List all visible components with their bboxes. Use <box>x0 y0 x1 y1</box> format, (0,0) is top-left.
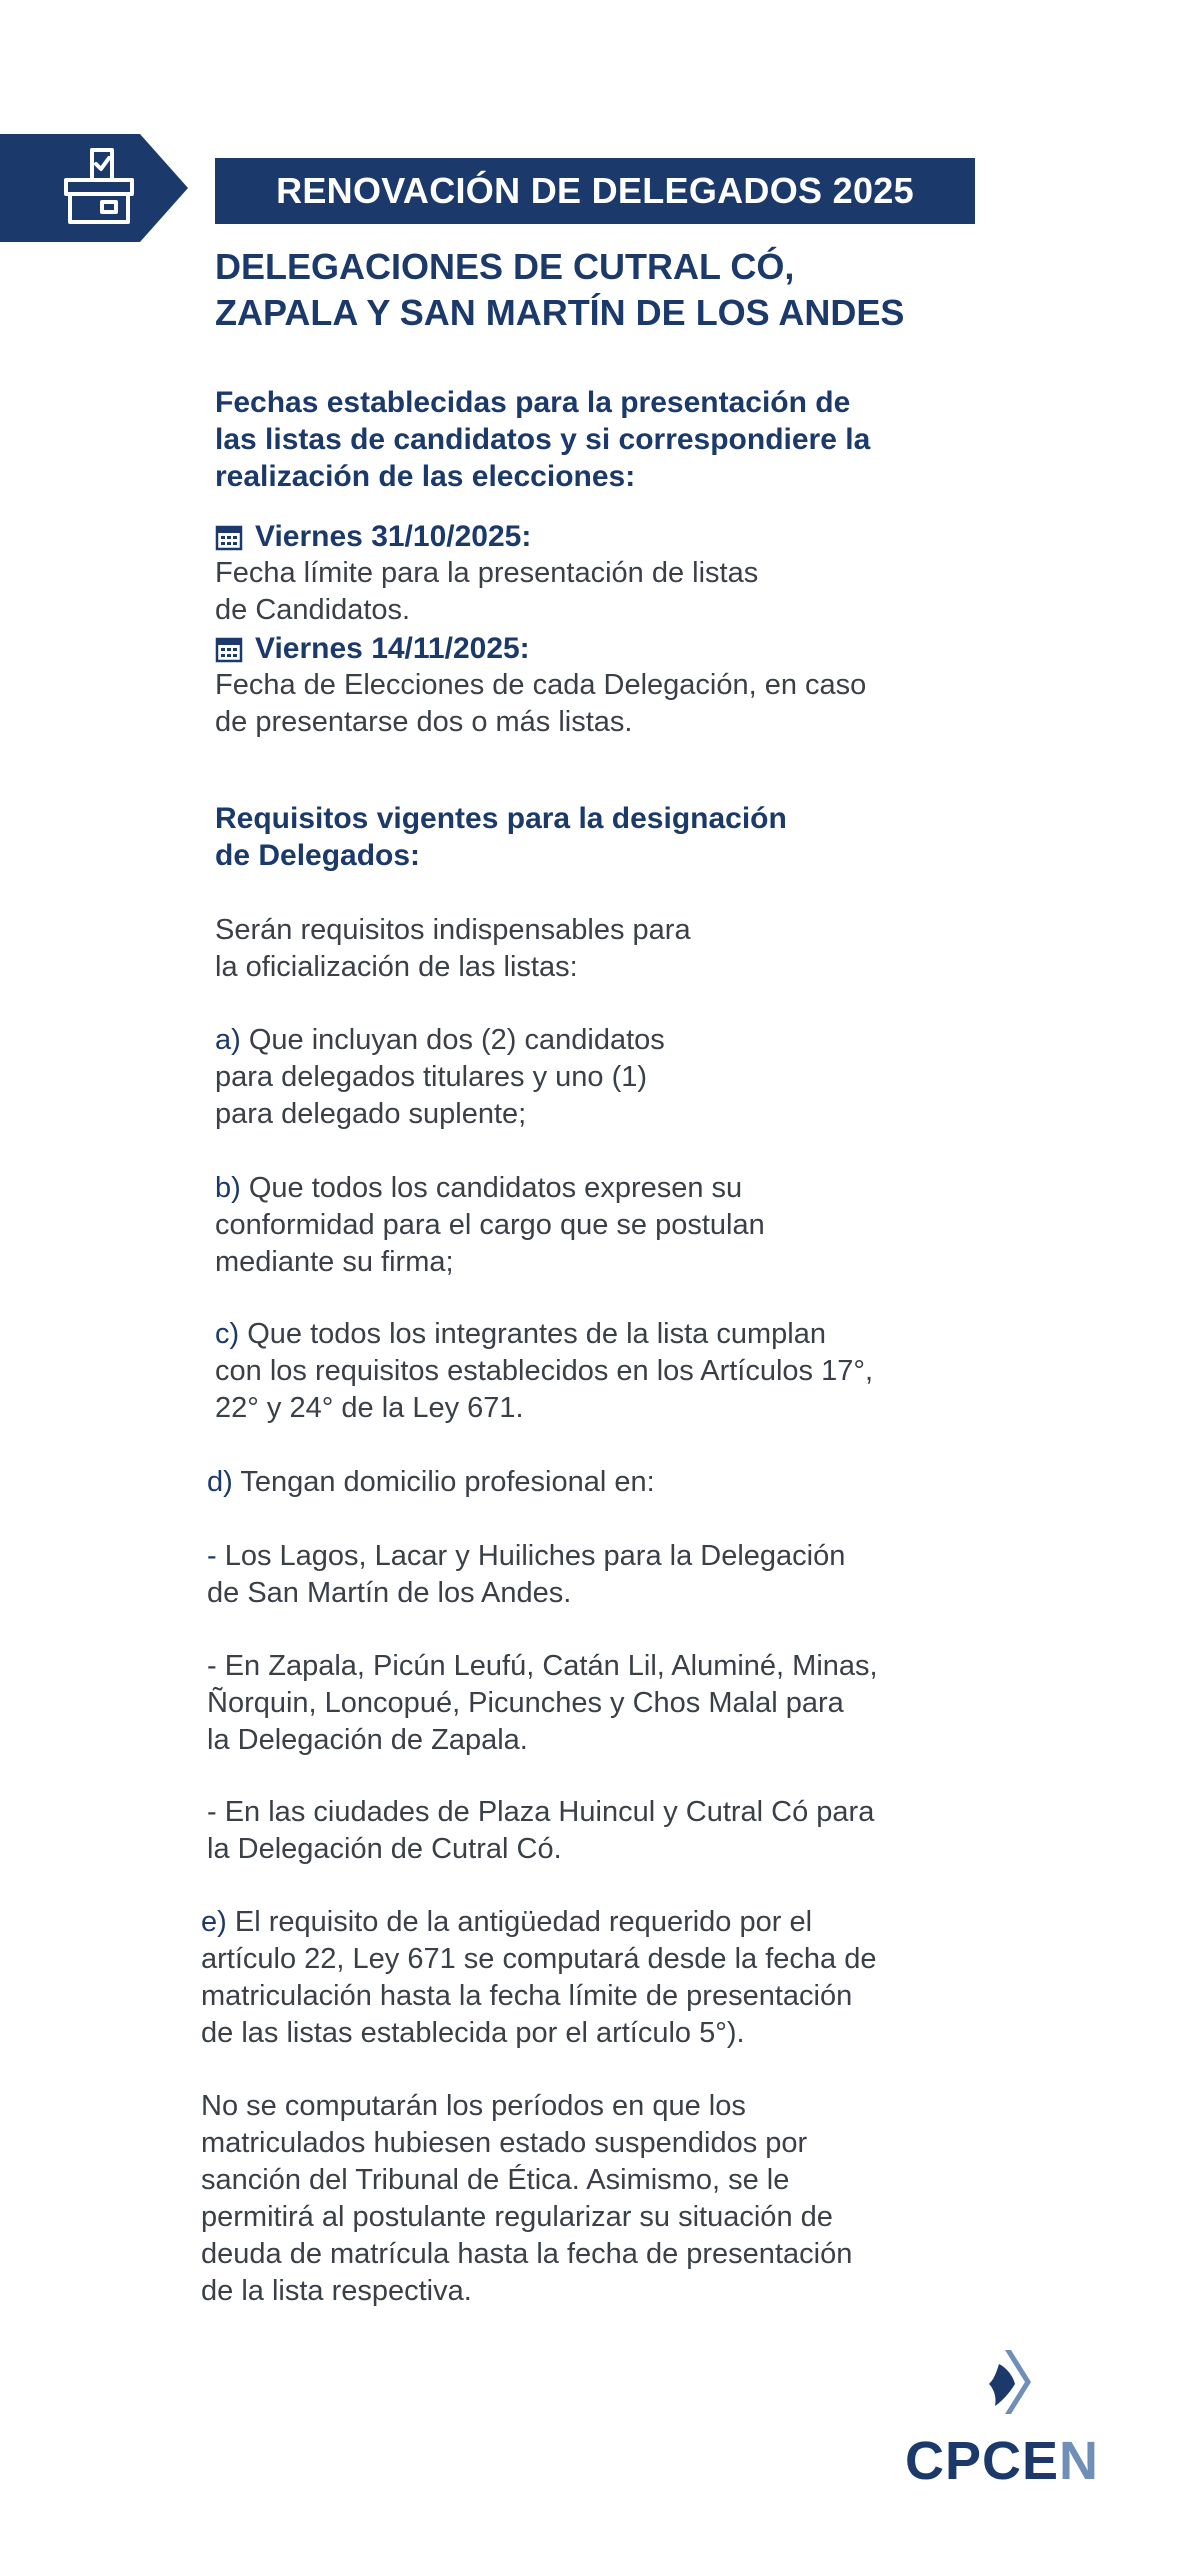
final-paragraph: No se computarán los períodos en que los matriculados hubiesen estado suspendidos por sanción del Tribunal de Ética. Asimismo, se le permitirá al postulante regularizar su situación de deuda de matrícula hasta la fecha de presentación de la lista respectiva. <box>201 2090 853 2307</box>
subtitle: DELEGACIONES DE CUTRAL CÓ, ZAPALA Y SAN MARTÍN DE LOS ANDES <box>215 246 905 333</box>
requisito-d-1: - Los Lagos, Lacar y Huiliches para la Delegación de San Martín de los Andes. <box>207 1540 846 1609</box>
requisito-d: d) Tengan domicilio profesional en: <box>207 1466 655 1498</box>
requisito-c: c) Que todos los integrantes de la lista cumplan con los requisitos establecidos en los Artículos 17°, 22° y 24° de la Ley 671. <box>215 1318 874 1424</box>
requisito-d-2: - En Zapala, Picún Leufú, Catán Lil, Aluminé, Minas, Ñorquin, Loncopué, Picunches y Chos Malal para la Delegación de Zapala. <box>207 1650 878 1756</box>
page-title: RENOVACIÓN DE DELEGADOS 2025 <box>215 158 975 224</box>
cpcen-logo: CPCEN <box>905 2338 1105 2488</box>
date-1: Viernes 31/10/2025: Fecha límite para la presentación de listas de Candidatos. <box>215 520 759 626</box>
calendar-icon <box>215 523 243 551</box>
requisito-b: b) Que todos los candidatos expresen su conformidad para el cargo que se postulan mediante su firma; <box>215 1172 765 1278</box>
fechas-intro: Fechas establecidas para la presentación de las listas de candidatos y si correspondiere la realización de las elecciones: <box>215 386 871 493</box>
date-1-label: Viernes 31/10/2025: <box>255 520 532 553</box>
requisito-a: a) Que incluyan dos (2) candidatos para delegados titulares y uno (1) para delegado suplente; <box>215 1024 665 1130</box>
requisito-d-3: - En las ciudades de Plaza Huincul y Cutral Có para la Delegación de Cutral Có. <box>207 1796 875 1865</box>
requisitos-heading: Requisitos vigentes para la designación de Delegados: <box>215 802 787 872</box>
requisito-e: e) El requisito de la antigüedad requerido por el artículo 22, Ley 671 se computará desde la fecha de matriculación hasta la fecha límite de presentación de las listas establecida por el artículo 5°). <box>201 1906 877 2049</box>
calendar-icon <box>215 635 243 663</box>
logo-mark-icon <box>985 2346 1045 2418</box>
ballot-tab <box>0 134 188 242</box>
requisitos-intro: Serán requisitos indispensables para la oficialización de las listas: <box>215 914 691 983</box>
date-2: Viernes 14/11/2025: Fecha de Elecciones de cada Delegación, en caso de presentarse dos o más listas. <box>215 632 867 738</box>
date-2-label: Viernes 14/11/2025: <box>255 632 530 665</box>
